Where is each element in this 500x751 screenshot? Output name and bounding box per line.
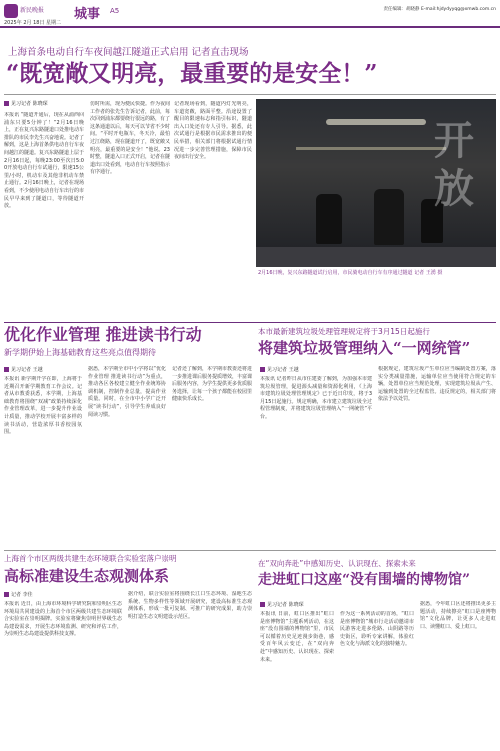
- lead-col-1: 本报讯 “隧道开通后，现在从浦西回浦东只要5分钟了！”2月16日晚上，正在复兴东路隧道口处推电动车排队的市民李先生兴奋地说。记者了解到，这是上海首条供电动自行车夜间越江的隧道。复兴东路隧道上层于2月16日起，每晚23:00至次日5:00开放电动自行车试通行，限速15公里/小时，机动车及其他非机动车禁止通行。2月16日晚上，记者在现场看到，不少使用电动自行车出行的市民早早来到了隧道口，等待隧道开放。: [4, 112, 84, 210]
- story3-byline: 见习记者 王越: [260, 366, 299, 373]
- mid-rule: [4, 550, 496, 551]
- masthead-rule: [0, 26, 500, 28]
- photo-caption: 2月16日晚，复兴东路隧道试行启用，市民骑电动自行车有序通过隧道 记者 王湧 摄: [258, 270, 443, 276]
- story5-col-2: 作为这一系列活动的首场，“虹口是座博物馆”城市行走活动邀请市民游客走进多伦路、山阴路等历史街区，聆听专家讲解，体验红色文化与海派文化的独特魅力。: [340, 611, 414, 648]
- story4-col-1: 本报讯 近日，由上海市环境科学研究院和崇明区生态环境局共同建设的上海首个市区两级共建生态环境联合实验室在崇明揭牌。实验室将聚焦崇明世界级生态岛建设需求，开展生态环境监测、研究和评估工作，为崇明生态岛建设提供科技支撑。: [4, 601, 122, 638]
- masthead: [0, 0, 500, 34]
- rider-silhouette: [374, 189, 404, 245]
- story2-subhead: 新学期伊始上海基础教育这些亮点值得期待: [4, 348, 156, 357]
- paper-name: 新民晚报: [20, 7, 45, 14]
- page-number: A5: [110, 7, 120, 15]
- story2-byline: 见习记者 王越: [4, 366, 43, 373]
- story4-col-2: 据介绍，联合实验室将围绕长江口生态环境、湿地生态系统、生物多样性等领域开展研究，建设高标准生态观测体系，形成一批可复制、可推广的研究成果，助力崇明打造生态文明建设示范区。: [128, 591, 252, 620]
- tunnel-light: [296, 147, 446, 150]
- lead-photo: [256, 99, 496, 267]
- issue-date: 2025年 2月 18日 星期二: [4, 20, 62, 26]
- section-title: 城事: [74, 7, 101, 22]
- story5-headline: 走进虹口这座“没有围墙的博物馆”: [258, 572, 471, 588]
- editor-info: 责任编辑：胡晓静 E-mail:hjdydyyqg@xmwb.com.cn: [383, 7, 496, 12]
- story5-byline: 见习记者 陈晓琛: [260, 601, 304, 608]
- photo-overlay-text: 开放: [434, 117, 474, 212]
- story3-headline: 将建筑垃圾管理纳入“一网统管”: [258, 339, 471, 357]
- story4-byline: 记者 李佳: [4, 591, 33, 598]
- road-surface: [256, 247, 496, 267]
- byline-square-icon: [4, 367, 9, 372]
- paper-logo-icon: [4, 4, 18, 18]
- byline-square-icon: [260, 367, 265, 372]
- story3-subhead: 本市最新建筑垃圾处理管理规定将于3月15日起施行: [258, 327, 430, 336]
- story2-col-1: 本报讯 新学期开学在即，上海将于近期召开新学期教育工作会议。记者从市教委获悉，本学期，上海基础教育将围绕“双减”政策持续深化作业管理改革，进一步提升作业设计质量，推动学校开展丰富多样的读书活动，营造浓厚书香校园氛围。: [4, 376, 82, 436]
- story2-col-3: 记者还了解到，本学期市教委还将进一步推进课后服务提质增效，丰富课后服务内容，为学生提供更多优质服务选择，让每一个孩子都能在校园里健康快乐成长。: [172, 366, 252, 403]
- byline-square-icon: [4, 592, 9, 597]
- lead-col-3: 记者现场看到，隧道内灯光明亮，车道宽敞，路面平整。沿途设置了醒目的限速标志和指引标识，隧道出入口处还有专人引导。据悉，此次试通行是根据市民需求推出的便民举措，相关部门将根据试通行情况进一步完善管理措施，保障市民夜间出行安全。: [174, 101, 252, 161]
- lead-top-rule: [4, 94, 496, 95]
- story4-subhead: 上海首个市区两级共建生态环境联合实验室落户崇明: [4, 554, 177, 563]
- story5-kicker: 在“双向奔赴”中感知历史、认识现在、探索未来: [258, 559, 416, 568]
- story5-col-3: 据悉，今年虹口区还将推出更多主题活动，持续擦亮“虹口是座博物馆”文化品牌，让更多人走进虹口、读懂虹口、爱上虹口。: [420, 601, 496, 630]
- story2-headline: 优化作业管理 推进读书行动: [4, 325, 202, 344]
- story3-col-1: 本报讯 记者昨日从市住建委了解到，为加强本市建筑垃圾管理，促进源头减量和资源化利用，《上海市建筑垃圾处理管理规定》已于近日印发，将于3月15日起施行。规定明确，本市建立建筑垃圾全过程管理制度，并将建筑垃圾管理纳入“一网统管”平台。: [260, 376, 372, 420]
- story3-col-2: 根据规定，建筑垃圾产生单位应当编制处置方案，落实分类减量措施，运输单位应当使用符合规定的车辆，处置单位应当规范处理，实现建筑垃圾从产生、运输到处置的全过程监管。违反规定的，相关部门将依法予以处罚。: [378, 366, 496, 403]
- story5-col-1: 本报讯 日前，虹口区推出“虹口是座博物馆”主题系列活动，在这座“没有围墙的博物馆”里，市民可以循着历史足迹漫步街巷，感受百年风云变迁，在“双向奔赴”中感知历史、认识现在、探索未来。: [260, 611, 334, 663]
- section-rule: [4, 322, 496, 323]
- lead-headline: “既宽敞又明亮，最重要的是安全！”: [6, 60, 378, 87]
- byline-square-icon: [4, 101, 9, 106]
- story4-headline: 高标准建设生态观测体系: [4, 567, 170, 585]
- story2-col-2: 据悉，本学期全市中小学将以“优化作业管理 推进读书行动”为重点，推动各区各校建立健全作业统筹协调机制，控制作业总量，提高作业质量。同时，在全市中小学广泛开展“读书行动”，引导学生养成良好阅读习惯。: [88, 366, 166, 418]
- tunnel-light: [326, 119, 426, 125]
- lead-byline: 见习记者 陈晓琛: [4, 100, 48, 107]
- lead-kicker: 上海首条电动自行车夜间越江隧道正式启用 记者直击现场: [8, 47, 249, 58]
- lead-col-2: 仿时所需，现为便民快捷。作为夜间工作者的张先生告诉记者，此前，每次回到浦东都要绕行很远的路，有了这条通道以后，每天可以节省不少时间。“平时开电瓶车，冬天冷，最怕过江绕路，现在隧道开了，既宽敞又明亮，最重要的是安全！”他说。23时整，隧道入口正式开启，记者在隧道出口处看到，电动自行车按照指示有序通行。: [90, 101, 170, 176]
- rider-silhouette: [316, 194, 342, 244]
- byline-square-icon: [260, 602, 265, 607]
